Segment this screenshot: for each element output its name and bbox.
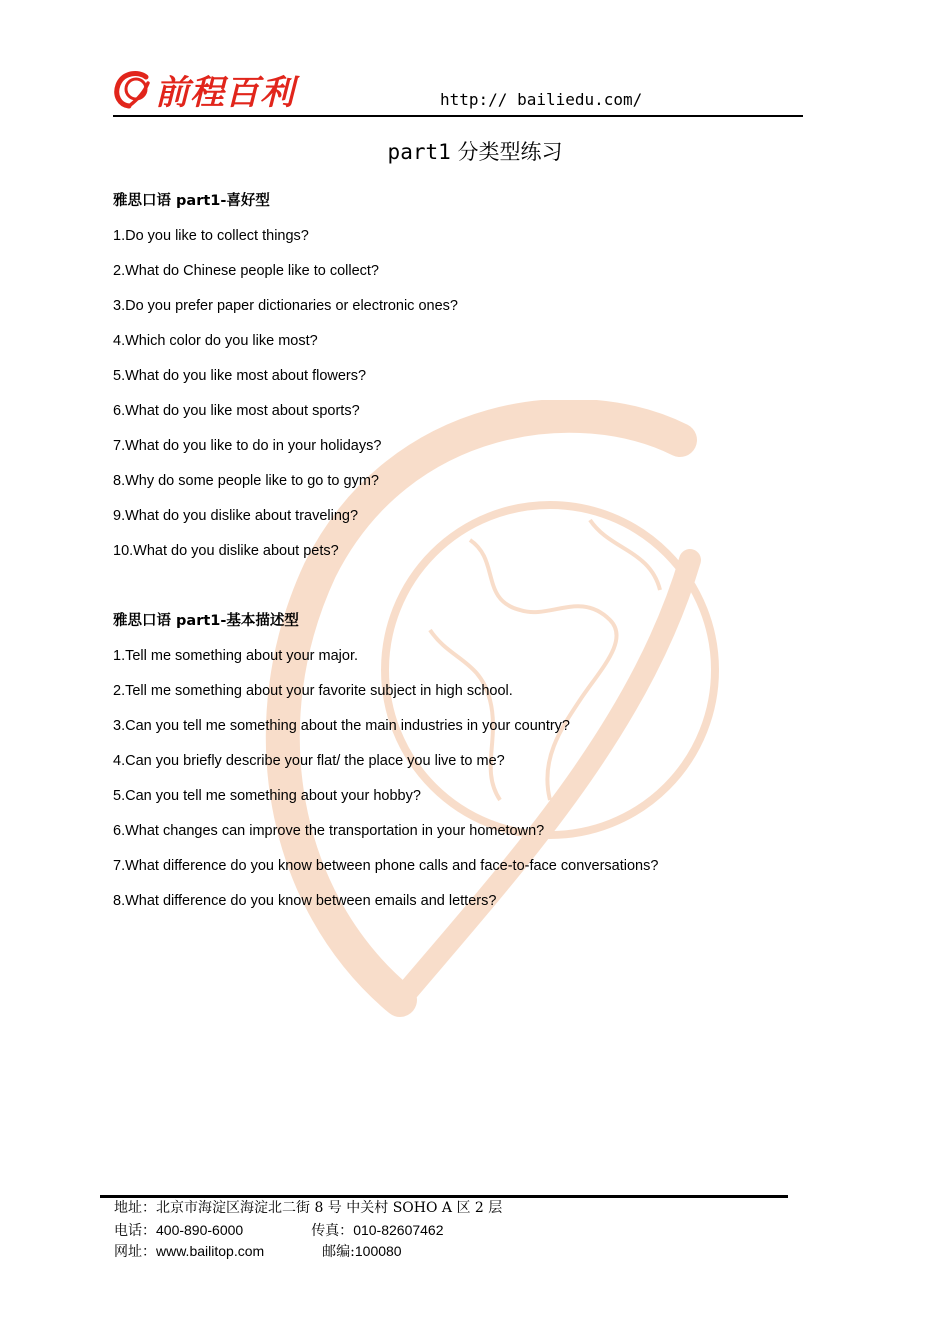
zip-label: 邮编: [322, 1244, 355, 1260]
question-item: 5.Can you tell me something about your hobby? [113, 788, 421, 804]
fax-label: 传真： [311, 1222, 354, 1239]
question-item: 4.Which color do you like most? [113, 333, 318, 349]
question-item: 6.What changes can improve the transportation in your hometown? [113, 823, 545, 839]
section-heading: 雅思口语 part1-基本描述型 [113, 613, 299, 629]
question-item: 6.What do you like most about sports? [113, 403, 360, 419]
page-footer [100, 1195, 790, 1263]
footer-contact [114, 1220, 790, 1242]
phone-label: 电话： [114, 1222, 156, 1239]
page-header [113, 62, 803, 118]
section-heading: 雅思口语 part1-喜好型 [113, 193, 270, 209]
question-item: 2.Tell me something about your favorite subject in high school. [113, 683, 513, 699]
question-item: 4.Can you briefly describe your flat/ the place you live to me? [113, 753, 505, 769]
question-item: 3.Can you tell me something about the main industries in your country? [113, 718, 570, 734]
question-item: 7.What difference do you know between phone calls and face-to-face conversations? [113, 858, 659, 874]
question-item: 1.Do you like to collect things? [113, 228, 309, 244]
question-item: 3.Do you prefer paper dictionaries or electronic ones? [113, 298, 458, 314]
brand-swirl-icon [113, 69, 153, 109]
question-item: 8.Why do some people like to go to gym? [113, 473, 379, 489]
site-url[interactable]: http:// bailiedu.com/ [440, 90, 643, 109]
section-preferences [113, 188, 813, 573]
section-spacer [113, 573, 813, 608]
document-body [113, 188, 813, 923]
web-value[interactable]: www.bailitop.com [156, 1243, 265, 1259]
header-divider [113, 115, 803, 117]
footer-web [114, 1241, 790, 1263]
question-item: 9.What do you dislike about traveling? [113, 508, 359, 524]
question-item: 5.What do you like most about flowers? [113, 368, 367, 384]
question-item: 2.What do Chinese people like to collect? [113, 263, 379, 279]
fax-value: 010-82607462 [353, 1221, 444, 1238]
address-value: 北京市海淀区海淀北二街 8 号 中关村 SOHO A 区 2 层 [156, 1200, 503, 1216]
footer-address [114, 1198, 790, 1220]
page-title [0, 136, 950, 166]
question-item: 1.Tell me something about your major. [113, 648, 359, 664]
brand-logo [113, 66, 295, 112]
zip-value: 100080 [354, 1243, 402, 1259]
brand-name: 前程百利 [155, 72, 295, 113]
question-item: 10.What do you dislike about pets? [113, 543, 339, 559]
phone-value: 400-890-6000 [156, 1221, 244, 1238]
question-item: 7.What do you like to do in your holidays? [113, 438, 382, 454]
title-suffix: 分类型练习 [457, 140, 563, 164]
section-description [113, 608, 813, 923]
title-prefix: part1 [387, 140, 451, 164]
question-item: 8.What difference do you know between emails and letters? [113, 893, 497, 909]
address-label: 地址： [114, 1200, 156, 1216]
web-label: 网址： [114, 1244, 156, 1260]
